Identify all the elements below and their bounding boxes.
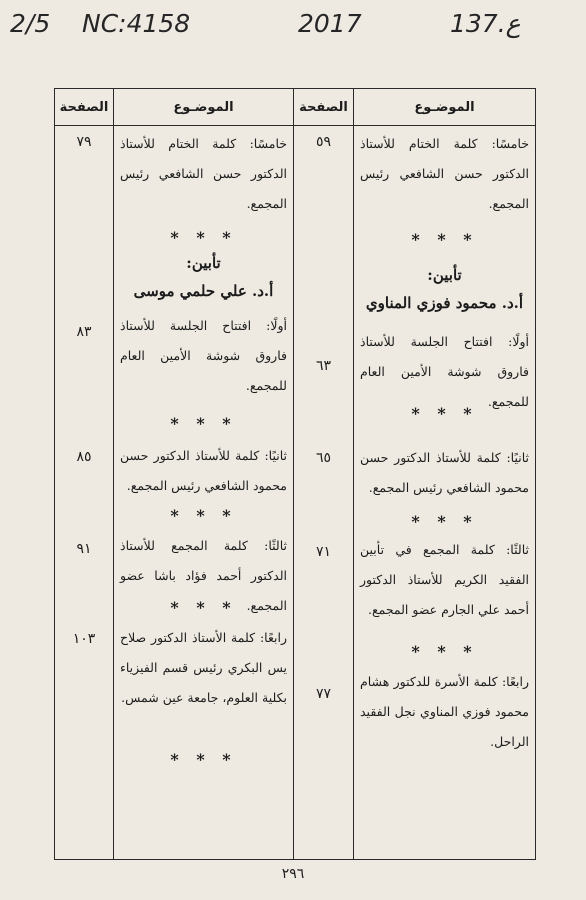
separator-stars: * * * [411, 230, 478, 249]
separator-stars: * * * [411, 642, 478, 661]
page-number: ٦٣ [315, 358, 332, 374]
page-number: ٧٩ [76, 134, 92, 150]
page-number: ٩١ [76, 541, 92, 557]
toc-entry: ثالثًا: كلمة المجمع في تأبين الفقيد الكريم للأستاذ الدكتور أحمد علي الجارم عضو المجمع. [360, 542, 529, 617]
separator-stars: * * * [170, 598, 237, 617]
toc-entry: ثالثًا: كلمة المجمع للأستاذ الدكتور أحمد فؤاد باشا عضو المجمع. [120, 538, 287, 613]
section-heading: تأبين: [186, 254, 221, 272]
handwritten-note-3: 2017 [298, 9, 362, 38]
toc-entry: رابعًا: كلمة الأسرة للدكتور هشام محمود فوزي المناوي نجل الفقيد الراحل. [360, 674, 529, 749]
separator-stars: * * * [170, 414, 237, 433]
section-subheading: أ.د. محمود فوزي المناوي [365, 294, 524, 312]
page-footer-number: ٢٩٦ [281, 866, 305, 882]
toc-entry: ثانيًا: كلمة للأستاذ الدكتور حسن محمود الشافعي رئيس المجمع. [360, 450, 529, 495]
page-column-left [55, 89, 113, 859]
separator-stars: * * * [170, 228, 237, 247]
toc-left-half [55, 89, 293, 859]
toc-entry: أولًا: افتتاح الجلسة للأستاذ فاروق شوشة الأمين العام للمجمع. [120, 318, 287, 393]
separator-stars: * * * [411, 404, 478, 423]
topic-header: الموضـوع [114, 89, 293, 126]
page-number: ٨٣ [76, 324, 92, 340]
toc-entry: أولًا: افتتاح الجلسة للأستاذ فاروق شوشة الأمين العام للمجمع. [360, 334, 529, 409]
page-header: الصفحة [294, 89, 353, 126]
page-number: ٧١ [315, 544, 332, 560]
toc-entry: رابعًا: كلمة الأستاذ الدكتور صلاح يس البكري رئيس قسم الفيزياء بكلية العلوم، جامعة عين شمس. [120, 630, 287, 705]
separator-stars: * * * [170, 750, 237, 769]
section-subheading: أ.د. علي حلمي موسى [133, 282, 274, 300]
section-heading: تأبين: [427, 266, 462, 284]
page-number: ٥٩ [315, 134, 332, 150]
page-column-right [293, 89, 353, 859]
page-number: ١٠٣ [72, 631, 96, 647]
page-number: ٧٧ [315, 686, 332, 702]
page-number: ٨٥ [76, 449, 92, 465]
page-number: ٦٥ [315, 450, 332, 466]
topic-column-right [353, 89, 535, 859]
toc-entry: خامسًا: كلمة الختام للأستاذ الدكتور حسن الشافعي رئيس المجمع. [360, 136, 529, 211]
separator-stars: * * * [170, 506, 237, 525]
toc-entry: خامسًا: كلمة الختام للأستاذ الدكتور حسن الشافعي رئيس المجمع. [120, 136, 287, 211]
handwritten-note-2: NC:4158 [82, 9, 191, 38]
handwritten-note-1: 2/5 [10, 9, 51, 38]
toc-right-half [293, 89, 535, 859]
topic-column-left [113, 89, 293, 859]
separator-stars: * * * [411, 512, 478, 531]
topic-header: الموضـوع [354, 89, 535, 126]
table-of-contents [54, 88, 536, 860]
toc-entry: ثانيًا: كلمة للأستاذ الدكتور حسن محمود الشافعي رئيس المجمع. [120, 448, 287, 493]
page-header: الصفحة [55, 89, 113, 126]
handwritten-note-4: 137.ع [450, 9, 521, 38]
